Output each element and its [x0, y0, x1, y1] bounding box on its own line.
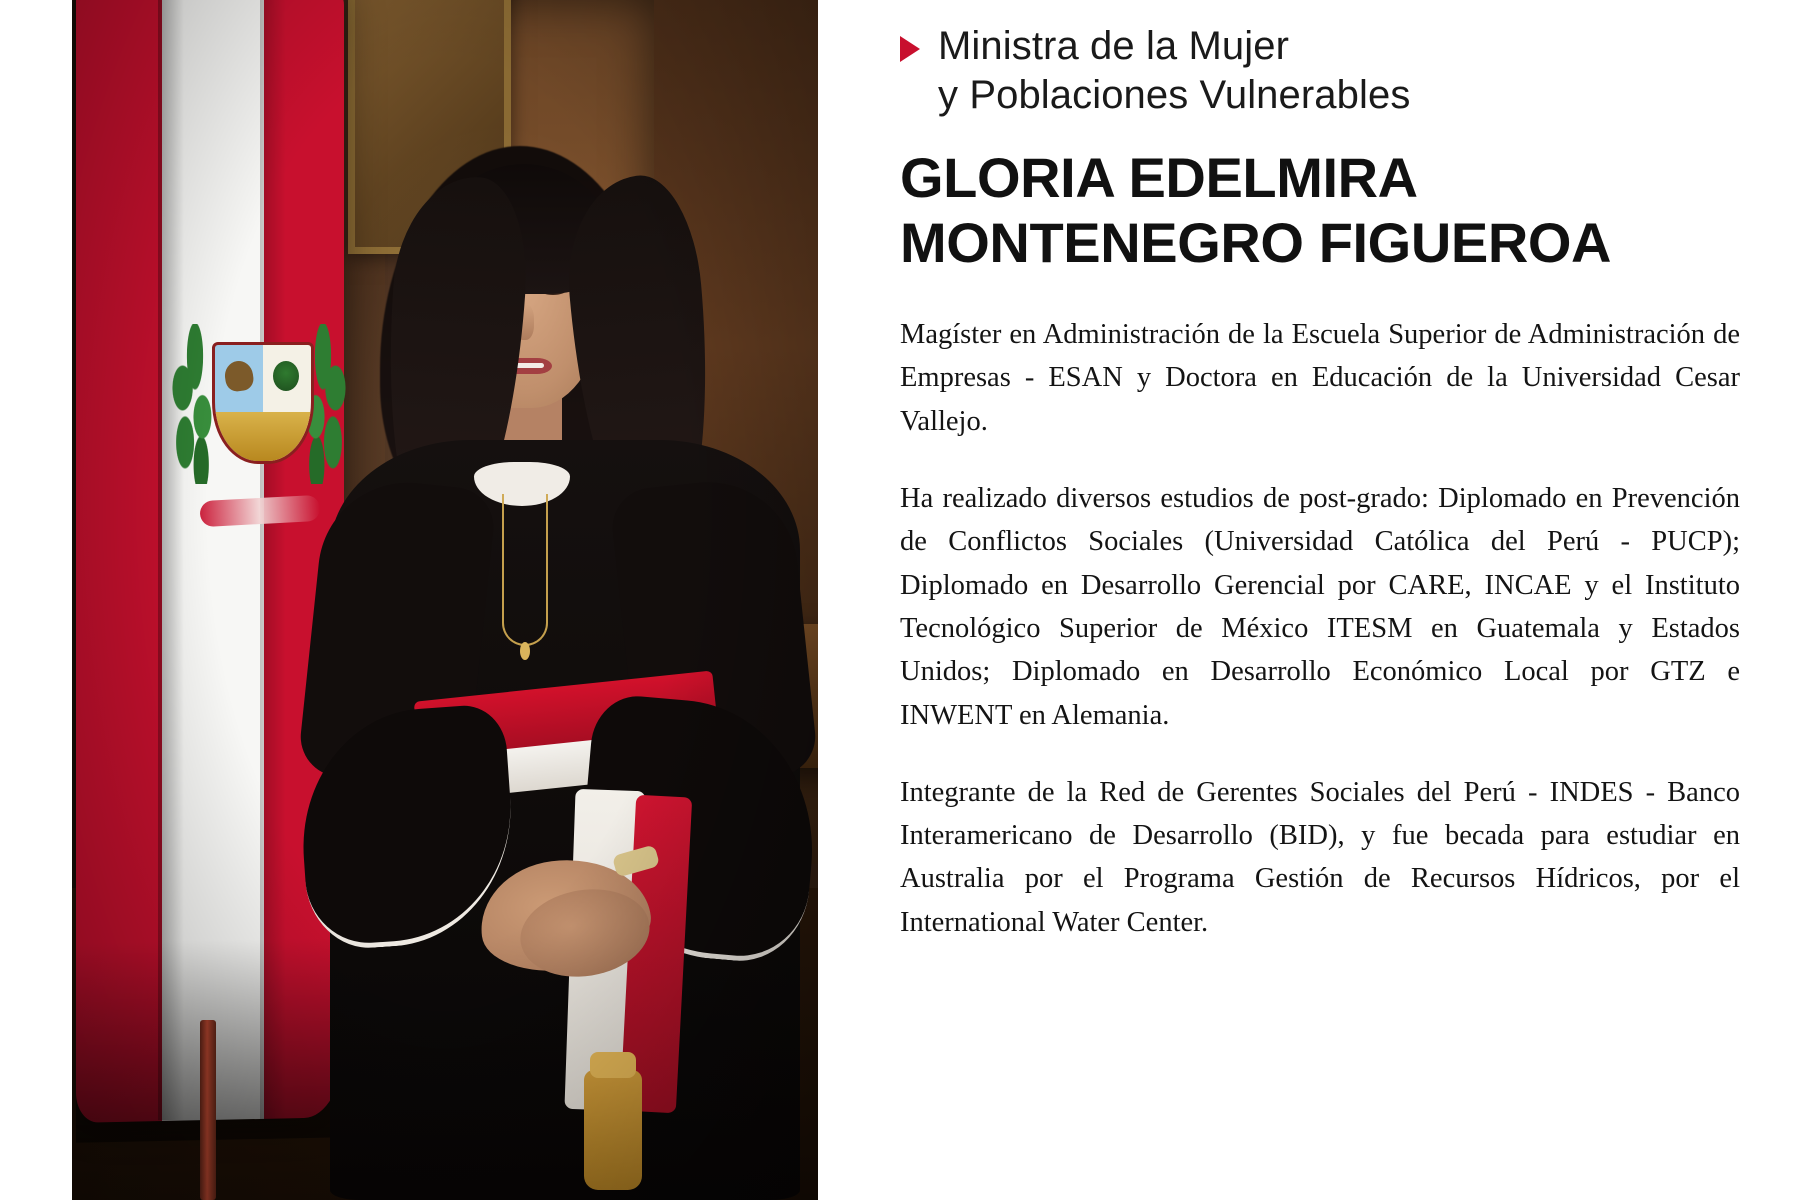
portrait-photo — [72, 0, 818, 1200]
name-line-2: MONTENEGRO FIGUEROA — [900, 210, 1612, 274]
portrait-column — [0, 0, 818, 1200]
role-text — [938, 22, 1410, 120]
red-triangle-icon — [900, 36, 920, 62]
bio-paragraph: Magíster en Administración de la Escuela Superior de Administración de Empresas - ESAN y Doctora en Educación de la Universidad Cesar Vallejo. — [900, 319, 1740, 437]
name-line-1: GLORIA EDELMIRA — [900, 145, 1418, 209]
coat-of-arms-cornucopia — [249, 431, 283, 453]
profile-text-column — [818, 0, 1800, 1200]
role-line-1: Ministra de la Mujer — [938, 24, 1290, 68]
flag-pole — [200, 1020, 216, 1200]
bio-paragraph: Integrante de la Red de Gerentes Sociales del Perú - INDES - Banco Interamericano de Desarrollo (BID), y fue becada para estudiar en Australia por el Programa Gestión de Recursos Hídricos, por el International Water Center. — [900, 776, 1740, 938]
role-heading — [900, 22, 1740, 120]
minister-figure — [284, 90, 818, 1200]
role-line-2: y Poblaciones Vulnerables — [938, 72, 1411, 117]
page-title — [900, 146, 1740, 276]
necklace — [502, 494, 548, 646]
biography — [900, 313, 1740, 944]
necklace-pendant — [520, 642, 530, 660]
coat-of-arms-vicuna — [223, 359, 255, 393]
bio-paragraph: Ha realizado diversos estudios de post-grado: Diplomado en Prevención de Conflictos Sociales (Universidad Católica del Perú - PUCP); Diplomado en Desarrollo Gerencial por CARE, INCAE y el Instituto Tecnológico Superior de México ITESM en Guatemala y Estados Unidos; Diplomado en Desarrollo Económico Local por GTZ e INWENT en Alemania. — [900, 482, 1740, 731]
sash-tassel — [584, 1070, 642, 1190]
